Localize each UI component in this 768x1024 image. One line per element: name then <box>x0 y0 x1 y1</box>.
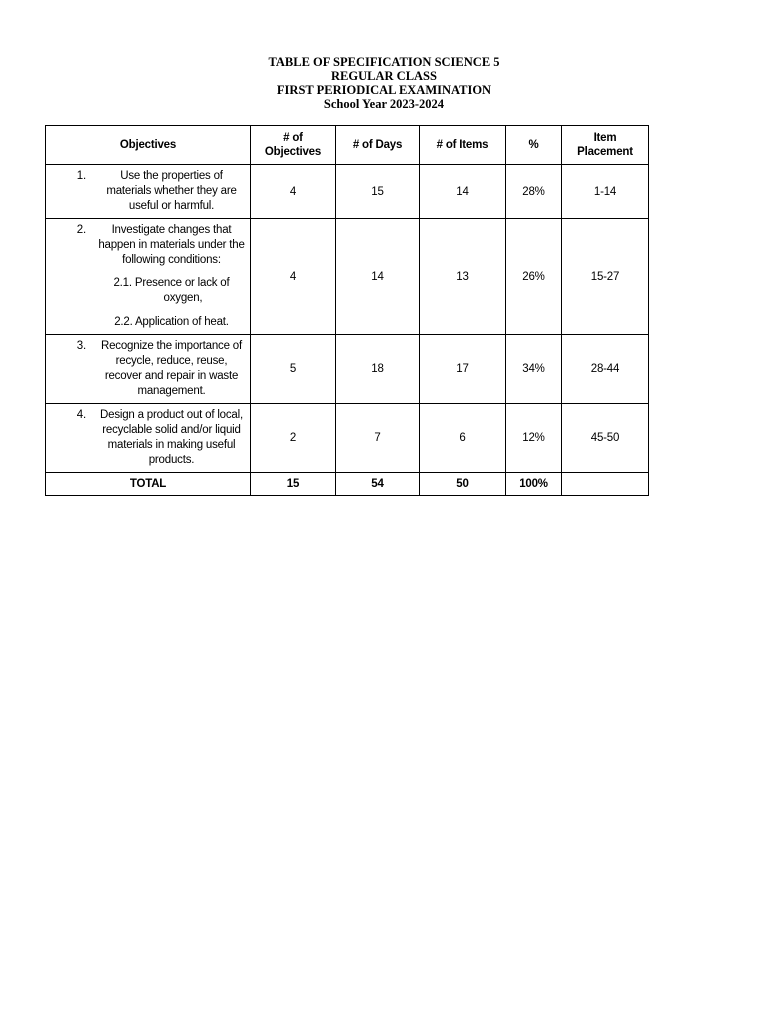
title-line-4: School Year 2023-2024 <box>323 97 445 111</box>
percent-cell: 28% <box>506 165 562 219</box>
num-days-cell: 14 <box>336 219 420 335</box>
placement-cell: 15-27 <box>562 219 649 335</box>
header-item-placement-line2: Placement <box>577 146 633 158</box>
objective-cell <box>46 404 251 473</box>
objective-cell <box>46 219 251 335</box>
sub-objective-2-1-line1: 2.1. Presence or lack of <box>113 277 230 289</box>
objective-number: 4. <box>76 409 86 421</box>
title-line-2: REGULAR CLASS <box>331 69 437 83</box>
table-row <box>46 404 649 473</box>
objective-text: Recognize the importance of recycle, reduce, reuse, recover and repair in waste management. <box>101 340 242 397</box>
num-items-cell: 17 <box>420 335 506 404</box>
table-row <box>46 335 649 404</box>
table-row <box>46 219 649 335</box>
header-num-days: # of Days <box>336 126 420 165</box>
sub-objective-2-1 <box>97 276 246 306</box>
header-row <box>46 126 649 165</box>
placement-cell: 28-44 <box>562 335 649 404</box>
title-line-3: FIRST PERIODICAL EXAMINATION <box>276 83 492 97</box>
total-num-days: 54 <box>336 473 420 496</box>
objective-number: 2. <box>76 224 86 236</box>
sub-objective-2-1-line2: oxygen, <box>163 292 203 304</box>
objective-cell <box>46 165 251 219</box>
specification-table <box>45 125 649 496</box>
objective-text: Investigate changes that happen in materials under the following conditions: <box>98 224 245 266</box>
num-objectives-cell: 4 <box>251 219 336 335</box>
num-days-cell: 15 <box>336 165 420 219</box>
header-num-items: # of Items <box>420 126 506 165</box>
percent-cell: 12% <box>506 404 562 473</box>
percent-cell: 26% <box>506 219 562 335</box>
total-placement <box>562 473 649 496</box>
num-objectives-cell: 4 <box>251 165 336 219</box>
header-item-placement-line1: Item <box>593 132 617 144</box>
title-line-1: TABLE OF SPECIFICATION SCIENCE 5 <box>268 55 500 69</box>
percent-cell: 34% <box>506 335 562 404</box>
num-items-cell: 13 <box>420 219 506 335</box>
placement-cell: 1-14 <box>562 165 649 219</box>
header-objectives: Objectives <box>46 126 251 165</box>
total-row <box>46 473 649 496</box>
objective-cell <box>46 335 251 404</box>
objective-number: 3. <box>76 340 86 352</box>
objective-text: Design a product out of local, recyclable solid and/or liquid materials in making useful products. <box>100 409 243 466</box>
objective-body <box>97 223 250 330</box>
total-num-items: 50 <box>420 473 506 496</box>
sub-objective-2-2: 2.2. Application of heat. <box>114 316 229 328</box>
total-num-objectives: 15 <box>251 473 336 496</box>
total-label: TOTAL <box>46 473 251 496</box>
num-objectives-cell: 2 <box>251 404 336 473</box>
header-num-objectives-line2: Objectives <box>264 146 322 158</box>
num-days-cell: 7 <box>336 404 420 473</box>
header-num-objectives-line1: # of <box>283 132 303 144</box>
header-num-objectives <box>251 126 336 165</box>
num-items-cell: 6 <box>420 404 506 473</box>
header-item-placement <box>562 126 649 165</box>
num-days-cell: 18 <box>336 335 420 404</box>
num-items-cell: 14 <box>420 165 506 219</box>
num-objectives-cell: 5 <box>251 335 336 404</box>
objective-number: 1. <box>76 170 86 182</box>
total-percent: 100% <box>506 473 562 496</box>
placement-cell: 45-50 <box>562 404 649 473</box>
header-percent: % <box>506 126 562 165</box>
table-row <box>46 165 649 219</box>
document-title <box>45 55 723 111</box>
objective-text: Use the properties of materials whether they are useful or harmful. <box>106 170 237 212</box>
